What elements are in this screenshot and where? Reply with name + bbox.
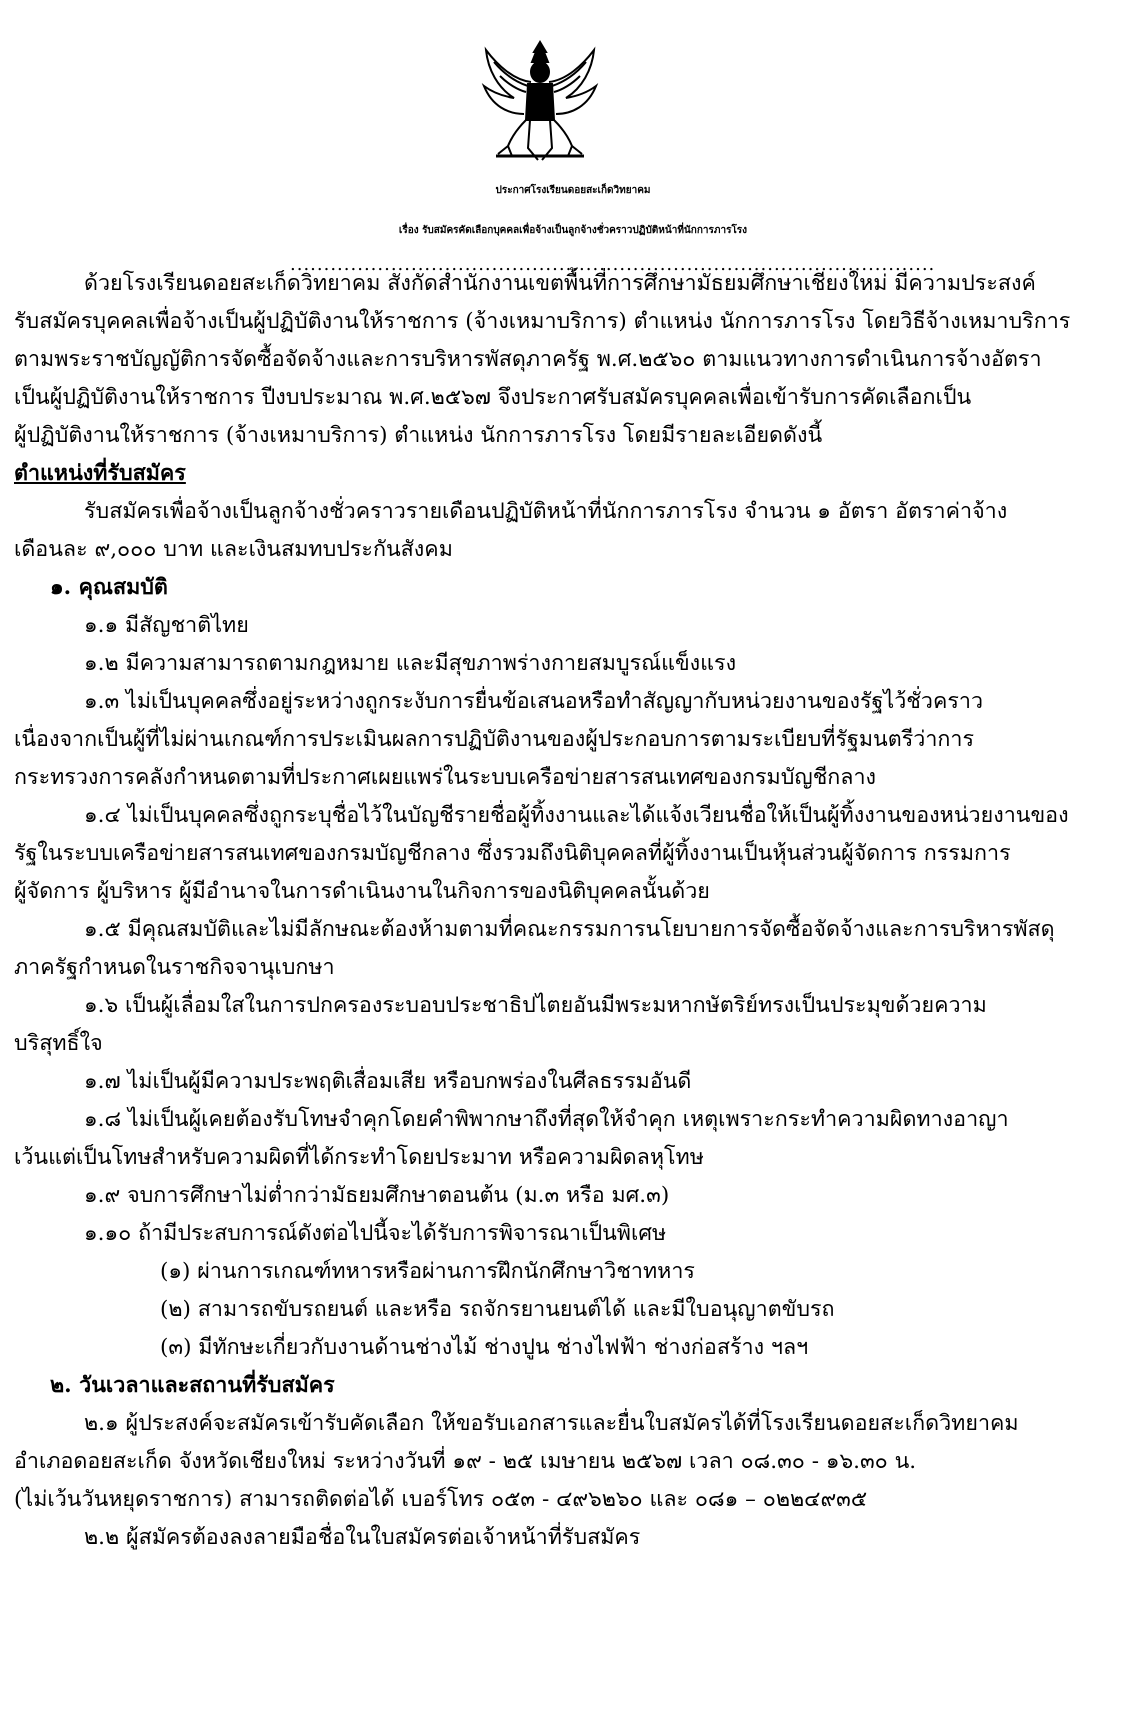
intro-line: เป็นผู้ปฏิบัติงานให้ราชการ ปีงบประมาณ พ.ศ.๒๕๖๗ จึงประกาศรับสมัครบุคคลเพื่อเข้ารับการคัดเลือกเป็น — [14, 385, 972, 410]
qualification-item: ๑.๒ มีความสามารถตามกฎหมาย และมีสุขภาพร่างกายสมบูรณ์แข็งแรง — [84, 651, 737, 676]
title-divider: ................................................................................................ — [290, 254, 936, 275]
application-item: (ไม่เว้นวันหยุดราชการ) สามารถติดต่อได้ เบอร์โทร ๐๕๓ - ๔๙๖๒๖๐ และ ๐๘๑ – ๐๒๒๔๙๓๕ — [14, 1487, 868, 1512]
position-line: รับสมัครเพื่อจ้างเป็นลูกจ้างชั่วคราวรายเดือนปฏิบัติหน้าที่นักการภารโรง จำนวน ๑ อัตรา อัตราค่าจ้าง — [84, 499, 1008, 524]
intro-line: ผู้ปฏิบัติงานให้ราชการ (จ้างเหมาบริการ) ตำแหน่ง นักการภารโรง โดยมีรายละเอียดดังนี้ — [14, 423, 823, 448]
position-line: เดือนละ ๙,๐๐๐ บาท และเงินสมทบประกันสังคม — [14, 537, 453, 562]
application-item: อำเภอดอยสะเก็ด จังหวัดเชียงใหม่ ระหว่างวันที่ ๑๙ - ๒๕ เมษายน ๒๕๖๗ เวลา ๐๘.๓๐ - ๑๖.๓๐ น. — [14, 1449, 917, 1474]
qualification-item: ๑.๔ ไม่เป็นบุคคลซึ่งถูกระบุชื่อไว้ในบัญชีรายชื่อผู้ทิ้งงานและได้แจ้งเวียนชื่อให้เป็นผู้ทิ้งงานของหน่วยงานของ — [84, 803, 1069, 828]
application-item: ๒.๒ ผู้สมัครต้องลงลายมือชื่อในใบสมัครต่อเจ้าหน้าที่รับสมัคร — [84, 1525, 641, 1550]
qualification-item: ๑.๖ เป็นผู้เลื่อมใสในการปกครองระบอบประชาธิปไตยอันมีพระมหากษัตริย์ทรงเป็นประมุขด้วยความ — [84, 993, 987, 1018]
position-heading: ตำแหน่งที่รับสมัคร — [14, 461, 186, 486]
qualification-item: กระทรวงการคลังกำหนดตามที่ประกาศเผยแพร่ในระบบเครือข่ายสารสนเทศของกรมบัญชีกลาง — [14, 765, 877, 790]
qualification-item: ๑.๙ จบการศึกษาไม่ต่ำกว่ามัธยมศึกษาตอนต้น (ม.๓ หรือ มศ.๓) — [84, 1183, 670, 1208]
qualification-item: ๑.๑๐ ถ้ามีประสบการณ์ดังต่อไปนี้จะได้รับการพิจารณาเป็นพิเศษ — [84, 1221, 667, 1246]
qualification-item: รัฐในระบบเครือข่ายสารสนเทศของกรมบัญชีกลาง ซึ่งรวมถึงนิติบุคคลที่ผู้ทิ้งงานเป็นหุ้นส่วนผู้จัดการ กรรมการ — [14, 841, 1011, 866]
intro-line: ตามพระราชบัญญัติการจัดซื้อจัดจ้างและการบริหารพัสดุภาครัฐ พ.ศ.๒๕๖๐ ตามแนวทางการดำเนินการจ้างอัตรา — [14, 347, 1042, 372]
page-title: ประกาศโรงเรียนดอยสะเก็ดวิทยาคม — [495, 185, 651, 196]
section2-heading: ๒. วันเวลาและสถานที่รับสมัคร — [50, 1373, 335, 1398]
experience-item: (๓) มีทักษะเกี่ยวกับงานด้านช่างไม้ ช่างปูน ช่างไฟฟ้า ช่างก่อสร้าง ฯลฯ — [160, 1335, 809, 1360]
intro-line: รับสมัครบุคคลเพื่อจ้างเป็นผู้ปฏิบัติงานให้ราชการ (จ้างเหมาบริการ) ตำแหน่ง นักการภารโรง โดยวิธีจ้างเหมาบริการ — [14, 309, 1071, 334]
qualification-item: เว้นแต่เป็นโทษสำหรับความผิดที่ได้กระทำโดยประมาท หรือความผิดลหุโทษ — [14, 1145, 704, 1170]
experience-item: (๑) ผ่านการเกณฑ์ทหารหรือผ่านการฝึกนักศึกษาวิชาทหาร — [160, 1259, 695, 1284]
qualification-item: ๑.๕ มีคุณสมบัติและไม่มีลักษณะต้องห้ามตามที่คณะกรรมการนโยบายการจัดซื้อจัดจ้างและการบริหารพัสดุ — [84, 917, 1055, 942]
qualification-item: บริสุทธิ์ใจ — [14, 1031, 103, 1056]
qualification-item: ผู้จัดการ ผู้บริหาร ผู้มีอำนาจในการดำเนินงานในกิจการของนิติบุคคลนั้นด้วย — [14, 879, 710, 904]
experience-item: (๒) สามารถขับรถยนต์ และหรือ รถจักรยานยนต์ได้ และมีใบอนุญาตขับรถ — [160, 1297, 835, 1322]
application-item: ๒.๑ ผู้ประสงค์จะสมัครเข้ารับคัดเลือก ให้ขอรับเอกสารและยื่นใบสมัครได้ที่โรงเรียนดอยสะเก็ดวิทยาคม — [84, 1411, 1019, 1436]
announcement-subject: เรื่อง รับสมัครคัดเลือกบุคคลเพื่อจ้างเป็นลูกจ้างชั่วคราวปฏิบัติหน้าที่นักการภารโรง — [398, 225, 748, 236]
qualification-item: ๑.๘ ไม่เป็นผู้เคยต้องรับโทษจำคุกโดยคำพิพากษาถึงที่สุดให้จำคุก เหตุเพราะกระทำความผิดทางอาญา — [84, 1107, 1009, 1132]
qualification-item: ๑.๓ ไม่เป็นบุคคลซึ่งอยู่ระหว่างถูกระงับการยื่นข้อเสนอหรือทำสัญญากับหน่วยงานของรัฐไว้ชั่วคราว — [84, 689, 984, 714]
qualification-item: ๑.๑ มีสัญชาติไทย — [84, 613, 249, 638]
qualification-item: ภาครัฐกำหนดในราชกิจจานุเบกษา — [14, 955, 335, 980]
section1-heading: ๑. คุณสมบัติ — [50, 575, 168, 600]
qualification-item: เนื่องจากเป็นผู้ที่ไม่ผ่านเกณฑ์การประเมินผลการปฏิบัติงานของผู้ประกอบการตามระเบียบที่รัฐมนตรีว่าการ — [14, 727, 975, 752]
qualification-item: ๑.๗ ไม่เป็นผู้มีความประพฤติเสื่อมเสีย หรือบกพร่องในศีลธรรมอันดี — [84, 1069, 692, 1094]
garuda-emblem-icon — [478, 36, 602, 164]
intro-line: ด้วยโรงเรียนดอยสะเก็ดวิทยาคม สังกัดสำนักงานเขตพื้นที่การศึกษามัธยมศึกษาเชียงใหม่ มีความประสงค์ — [84, 271, 1036, 296]
